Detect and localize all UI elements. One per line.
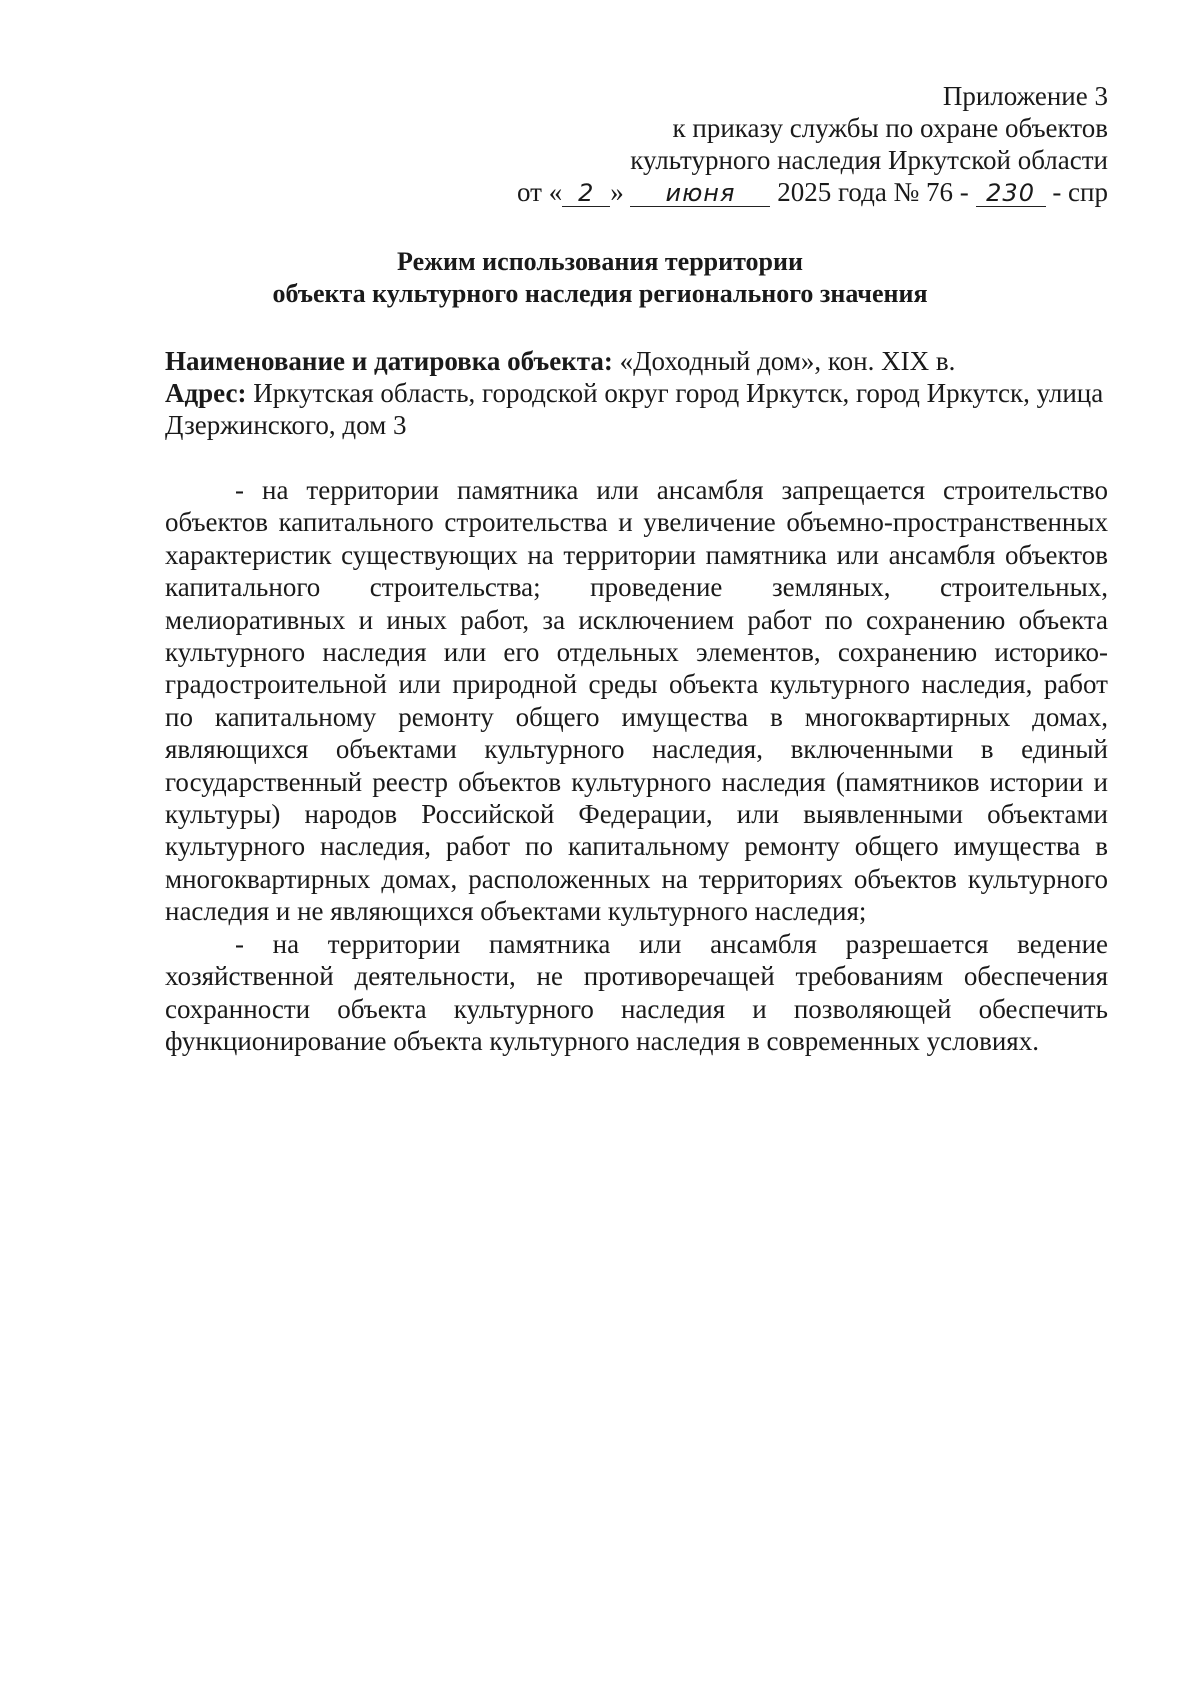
order-reference-line-1: к приказу службы по охране объектов xyxy=(672,113,1108,143)
handwritten-day: 2 xyxy=(562,180,610,207)
document-title xyxy=(0,246,1200,310)
order-reference-line-2: культурного наследия Иркутской области xyxy=(630,145,1108,175)
rule-paragraph-permitted: - на территории памятника или ансамбля разрешается ведение хозяйственной деятельности, не противоречащей требованиям обеспечения сохранности объекта культурного наследия и позволяющей обеспечить функционирование объекта культурного наследия в современных условиях. xyxy=(165,928,1108,1056)
appendix-label: Приложение 3 xyxy=(942,81,1108,111)
object-name-value: «Доходный дом», кон. XIX в. xyxy=(619,346,956,376)
object-address-value: Иркутская область, городской округ город Иркутск, город Иркутск, улица Дзержинского, дом 3 xyxy=(165,378,1104,440)
handwritten-month: июня xyxy=(630,180,770,207)
date-day-close: » xyxy=(610,177,624,207)
appendix-header xyxy=(517,80,1108,208)
date-prefix: от « xyxy=(517,177,563,207)
object-address-label: Адрес: xyxy=(165,378,247,408)
usage-rules xyxy=(165,474,1108,1057)
title-line-2: объекта культурного наследия регионального значения xyxy=(272,279,928,308)
order-date-line xyxy=(517,176,1108,208)
order-suffix: - спр xyxy=(1052,177,1108,207)
rule-paragraph-prohibited: - на территории памятника или ансамбля запрещается строительство объектов капитального строительства и увеличение объемно-пространственных характеристик существующих на территории памятника или ансамбля объектов капитального строительства; проведение земляных, строительных, мелиоративных и иных работ, за исключением работ по сохранению объекта культурного наследия или его отдельных элементов, сохранению историко-градостроительной или природной среды объекта культурного наследия, работ по капитальному ремонту общего имущества в многоквартирных домах, являющихся объектами культурного наследия, включенными в единый государственный реестр объектов культурного наследия (памятников истории и культуры) народов Российской Федерации, или выявленными объектами культурного наследия, работ по капитальному ремонту общего имущества в многоквартирных домах, расположенных на территориях объектов культурного наследия и не являющихся объектами культурного наследия; xyxy=(165,475,1108,927)
title-line-1: Режим использования территории xyxy=(397,247,803,276)
object-name-row xyxy=(165,345,1108,377)
object-name-label: Наименование и датировка объекта: xyxy=(165,346,613,376)
handwritten-order-number: 230 xyxy=(976,180,1046,207)
object-address-row xyxy=(165,377,1108,441)
object-info xyxy=(165,345,1108,441)
year-number-text: 2025 года № 76 - xyxy=(777,177,969,207)
